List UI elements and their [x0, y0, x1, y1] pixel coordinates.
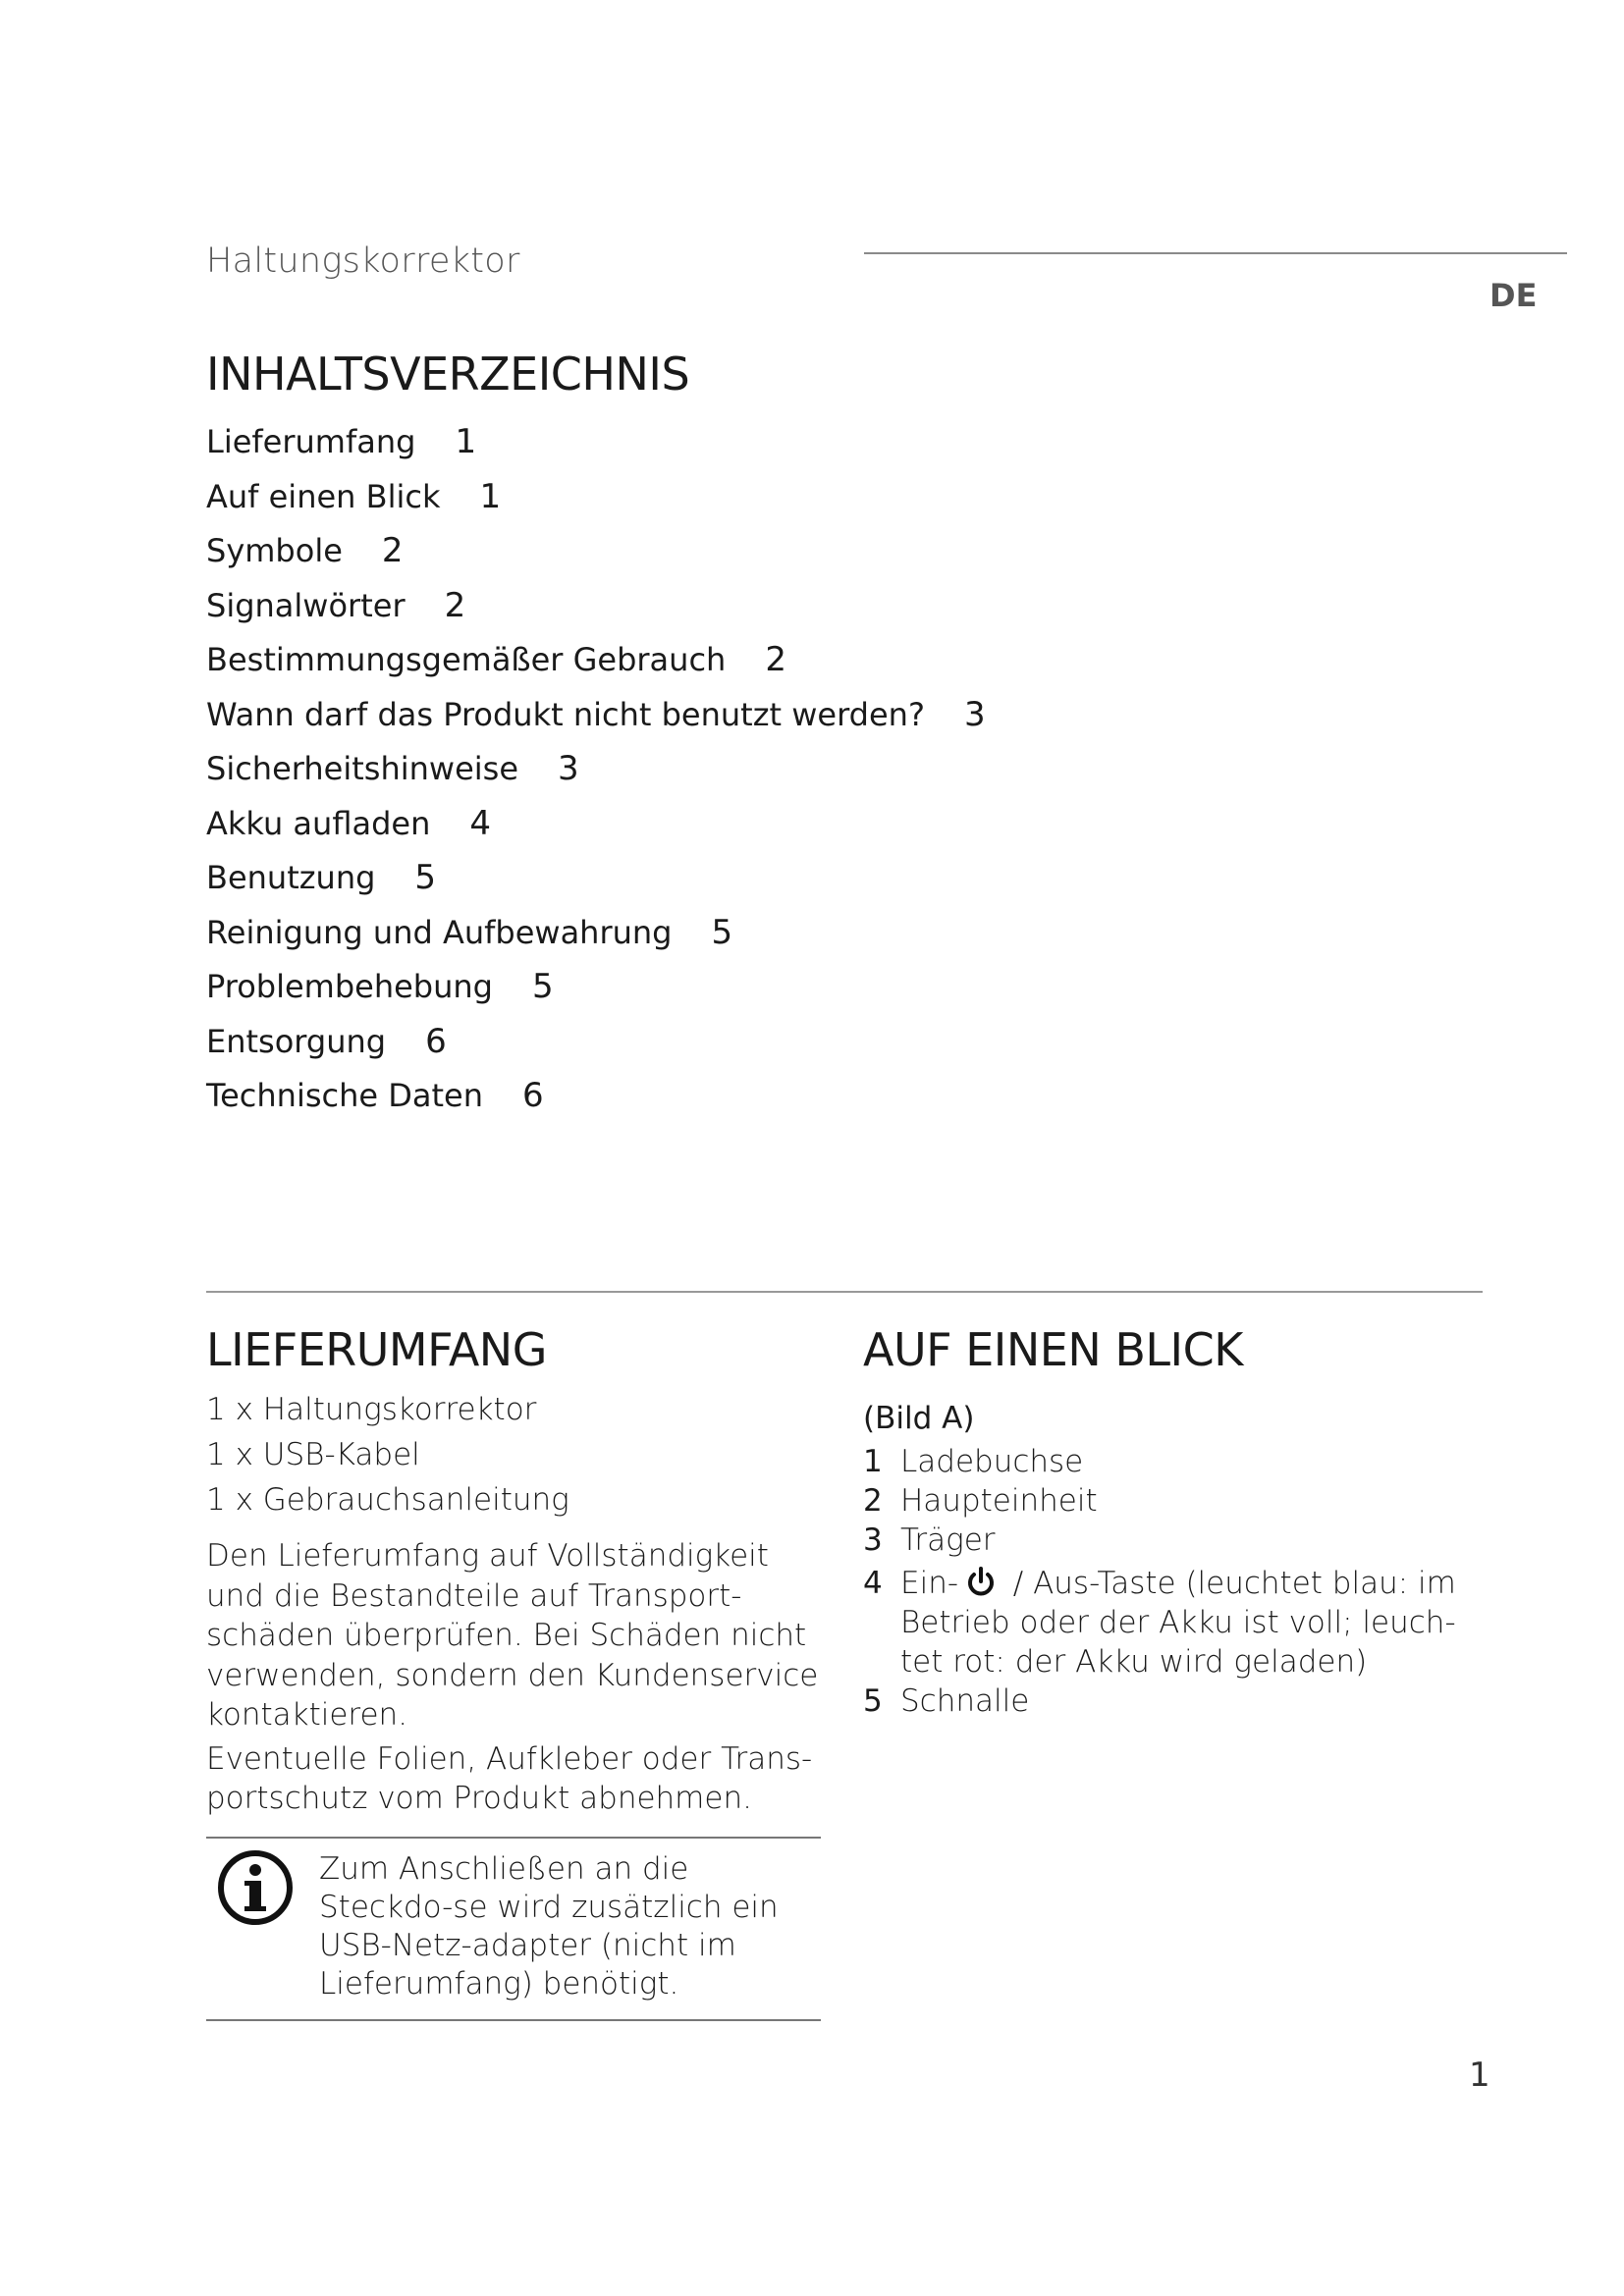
toc-item-title: Entsorgung: [206, 1022, 387, 1060]
toc-item-title: Bestimmungsgemäßer Gebrauch: [206, 641, 727, 678]
toc-item-title: Symbole: [206, 532, 343, 569]
toc-heading: INHALTSVERZEICHNIS: [206, 347, 690, 400]
toc-item[interactable]: [206, 1071, 986, 1126]
toc-item-page: 2: [444, 585, 466, 625]
page-number: 1: [1469, 2056, 1490, 2095]
part-label: Träger: [900, 1522, 996, 1558]
toc-item-title: Lieferumfang: [206, 423, 416, 460]
toc-list: [206, 417, 986, 1126]
toc-item-title: Sicherheitshinweise: [206, 750, 518, 787]
info-notice-text: Zum Anschließen an die Steckdo-se wird zusätzlich ein USB-Netz-adapter (nicht im Lieferumfang) benötigt.: [319, 1851, 779, 2002]
toc-item[interactable]: [206, 472, 986, 527]
power-icon: [964, 1566, 998, 1599]
part-item: [863, 1564, 1491, 1682]
part-number: 1: [863, 1444, 883, 1479]
scope-item: 1 x USB-Kabel: [206, 1437, 420, 1472]
part-item: [863, 1481, 1491, 1521]
toc-item[interactable]: [206, 690, 986, 745]
toc-item[interactable]: [206, 908, 986, 963]
part-number: 3: [863, 1522, 883, 1558]
info-notice: [206, 1837, 821, 2021]
toc-item-page: 5: [531, 967, 554, 1006]
scope-section: [206, 1320, 825, 1819]
info-icon: [216, 1848, 295, 1927]
toc-item-title: Benutzung: [206, 859, 376, 896]
part-label: Ladebuchse: [900, 1444, 1084, 1479]
overview-section: [863, 1320, 1491, 1721]
toc-item-title: Reinigung und Aufbewahrung: [206, 913, 673, 951]
toc-item-title: Auf einen Blick: [206, 477, 441, 515]
toc-item[interactable]: [206, 417, 986, 472]
toc-item-page: 4: [469, 803, 491, 843]
toc-item[interactable]: [206, 799, 986, 854]
scope-item: 1 x Gebrauchsanleitung: [206, 1482, 569, 1518]
part-number: 5: [863, 1683, 883, 1719]
toc-item-page: 6: [522, 1076, 544, 1115]
parts-list: [863, 1442, 1491, 1721]
scope-heading: LIEFERUMFANG: [206, 1323, 547, 1376]
part-label-prefix: Ein-: [900, 1566, 959, 1601]
part-label: Haupteinheit: [900, 1483, 1098, 1519]
toc-item-page: 6: [425, 1021, 447, 1061]
toc-item[interactable]: [206, 744, 986, 799]
overview-heading: AUF EINEN BLICK: [863, 1323, 1243, 1376]
figure-reference: (Bild A): [863, 1401, 975, 1436]
toc-item[interactable]: [206, 635, 986, 690]
toc-item-title: Signalwörter: [206, 586, 406, 624]
header-divider: [864, 252, 1567, 254]
toc-item[interactable]: [206, 853, 986, 908]
document-header-title: Haltungskorrektor: [206, 241, 520, 281]
toc-item-page: 2: [765, 640, 786, 679]
toc-item-page: 3: [963, 694, 986, 734]
part-number: 4: [863, 1566, 883, 1601]
scope-item: 1 x Haltungskorrektor: [206, 1392, 537, 1427]
toc-item-title: Technische Daten: [206, 1077, 484, 1114]
toc-item[interactable]: [206, 962, 986, 1017]
toc-item-page: 1: [455, 422, 477, 461]
part-label: / Aus-Taste (leuchtet blau: im Betrieb oder der Akku ist voll; leuch-tet rot: der Akku wird geladen): [900, 1566, 1456, 1680]
toc-item-title: Akku aufladen: [206, 804, 431, 842]
scope-paragraph: Eventuelle Folien, Aufkleber oder Trans-portschutz vom Produkt abnehmen.: [206, 1740, 813, 1816]
toc-item[interactable]: [206, 526, 986, 581]
scope-list: [206, 1387, 825, 1522]
toc-item[interactable]: [206, 1017, 986, 1072]
toc-item-page: 2: [381, 531, 404, 570]
toc-item-title: Wann darf das Produkt nicht benutzt werden?: [206, 695, 925, 733]
section-divider: [206, 1291, 1483, 1293]
toc-item-title: Problembehebung: [206, 968, 493, 1005]
part-number: 2: [863, 1483, 883, 1519]
scope-paragraph: Den Lieferumfang auf Vollständigkeit und die Bestandteile auf Transport-schäden überprüfen. Bei Schäden nicht verwenden, sondern den Kundenservice kontaktieren.: [206, 1538, 819, 1733]
part-item: [863, 1521, 1491, 1560]
part-item: [863, 1442, 1491, 1481]
language-code: DE: [1489, 277, 1538, 314]
part-label: Schnalle: [900, 1683, 1030, 1719]
part-item: [863, 1682, 1491, 1721]
toc-item-page: 5: [414, 858, 437, 897]
toc-item-page: 3: [558, 749, 579, 788]
toc-item[interactable]: [206, 581, 986, 636]
toc-item-page: 1: [479, 476, 502, 516]
toc-item-page: 5: [711, 912, 733, 952]
